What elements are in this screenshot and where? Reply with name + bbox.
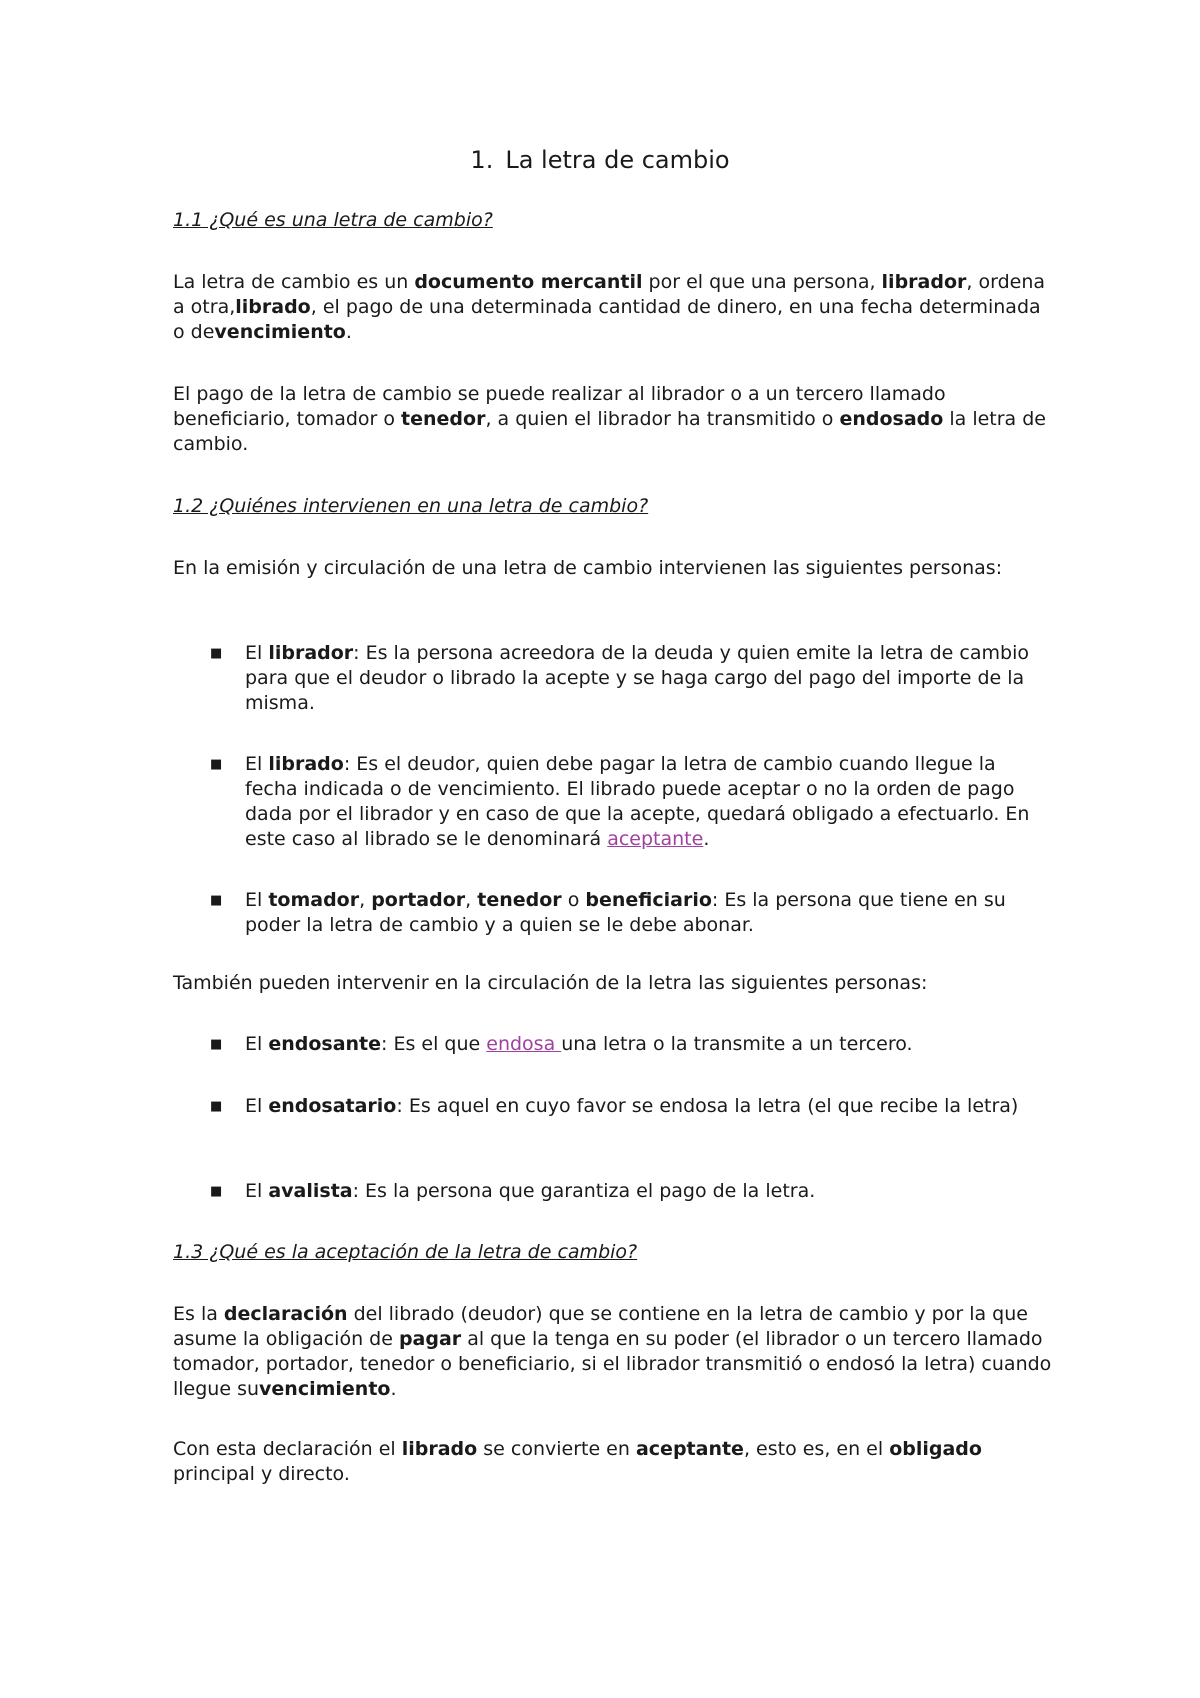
bullet-icon: ■ [210, 1184, 223, 1199]
heading-1-2: 1.2 ¿Quiénes intervienen en una letra de cambio? [173, 495, 649, 517]
link-endosa[interactable]: endosa [486, 1033, 562, 1055]
title-number: 1. [470, 146, 494, 174]
paragraph-obligation: Con esta declaración el librado se convierte en aceptante, esto es, en el obligado principal y directo. [173, 1438, 982, 1485]
bullet-icon: ■ [210, 757, 223, 772]
paragraph-acceptance: Es la declaración del librado (deudor) que se contiene en la letra de cambio y por la que asume la obligación de pagar al que la tenga en su poder (el librador o un tercero llamado tomador, portador, tenedor o beneficiario, si el librador transmitió o endosó la letra) cuando llegue suvencimiento. [173, 1303, 1052, 1400]
title-text: La letra de cambio [505, 146, 730, 174]
bullet-icon: ■ [210, 1099, 223, 1114]
list-item-text: El librador: Es la persona acreedora de la deuda y quien emite la letra de cambio para que el deudor o librado la acepte y se haga cargo del pago del importe de la misma. [245, 642, 1029, 714]
bullet-icon: ■ [210, 646, 223, 661]
heading-1-3: 1.3 ¿Qué es la aceptación de la letra de cambio? [173, 1241, 638, 1263]
link-aceptante[interactable]: aceptante [607, 828, 704, 850]
list-item-text: El endosatario: Es aquel en cuyo favor se endosa la letra (el que recibe la letra) [245, 1095, 1019, 1117]
paragraph-definition: La letra de cambio es un documento mercantil por el que una persona, librador, ordena a otra,librado, el pago de una determinada cantidad de dinero, en una fecha determinada o devencimiento. [173, 271, 1046, 343]
list-item-text: El librado: Es el deudor, quien debe pagar la letra de cambio cuando llegue la fecha indicada o de vencimiento. El librado puede aceptar o no la orden de pago dada por el librador y en caso de que la acepte, quedará obligado a efectuarlo. En este caso al librado se le denominará aceptante. [245, 753, 1030, 850]
bullet-icon: ■ [210, 893, 223, 908]
heading-1-1: 1.1 ¿Qué es una letra de cambio? [173, 209, 493, 231]
list-item-text: El avalista: Es la persona que garantiza el pago de la letra. [245, 1180, 816, 1202]
list-item-text: El tomador, portador, tenedor o beneficiario: Es la persona que tiene en su poder la letra de cambio y a quien se le debe abonar. [245, 889, 1006, 936]
page-title [0, 145, 1200, 175]
paragraph-payment: El pago de la letra de cambio se puede realizar al librador o a un tercero llamado beneficiario, tomador o tenedor, a quien el librador ha transmitido o endosado la letra de cambio. [173, 383, 1046, 455]
paragraph-intro: En la emisión y circulación de una letra de cambio intervienen las siguientes personas: [173, 557, 1003, 579]
bullet-icon: ■ [210, 1037, 223, 1052]
paragraph-also: También pueden intervenir en la circulación de la letra las siguientes personas: [173, 972, 928, 994]
list-item-text: El endosante: Es el que endosa una letra o la transmite a un tercero. [245, 1033, 913, 1055]
